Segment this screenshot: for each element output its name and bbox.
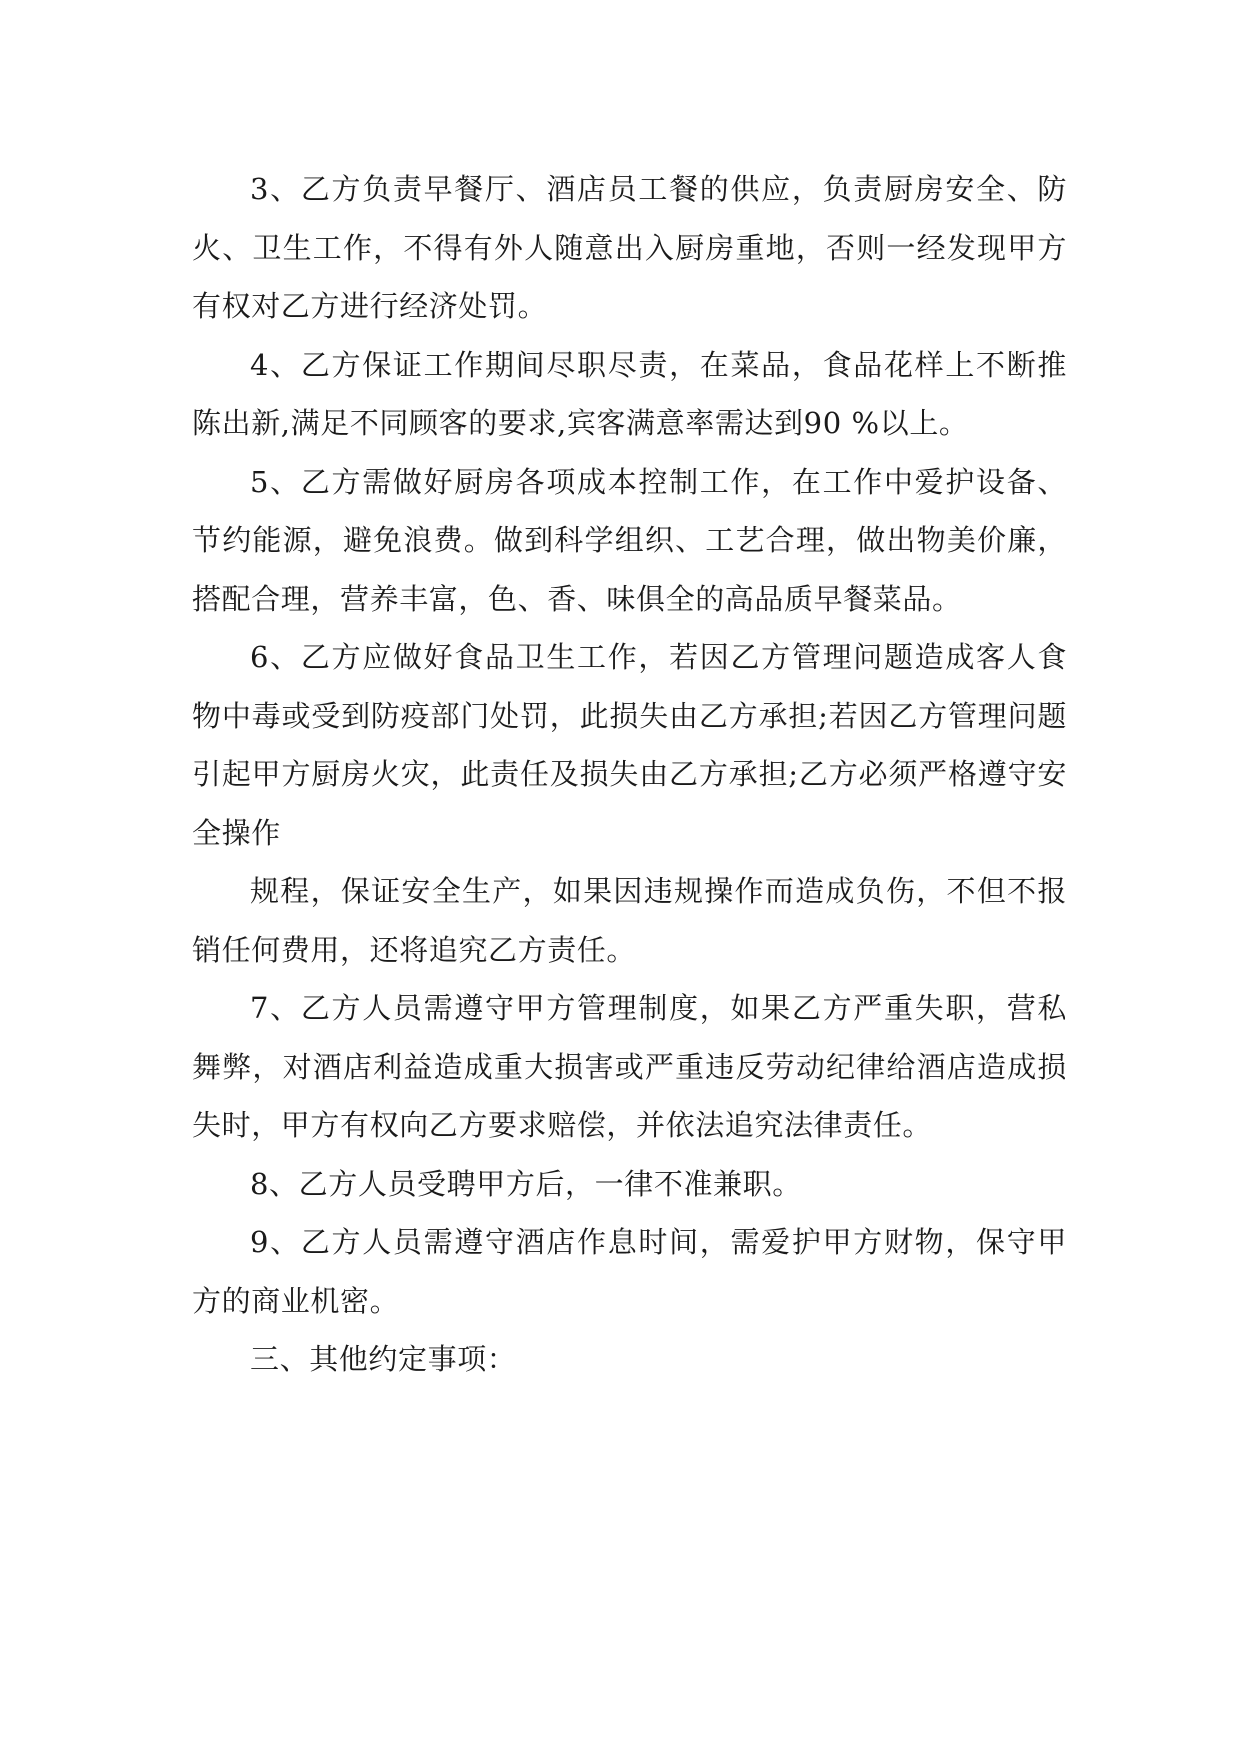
paragraph-clause-3: 3、乙方负责早餐厅、酒店员工餐的供应，负责厨房安全、防火、卫生工作，不得有外人随意出入厨房重地，否则一经发现甲方有权对乙方进行经济处罚。 xyxy=(192,172,1067,323)
paragraph-clause-8: 8、乙方人员受聘甲方后，一律不准兼职。 xyxy=(250,1166,802,1201)
paragraph-clause-6-continued: 规程，保证安全生产，如果因违规操作而造成负伤，不但不报销任何费用，还将追究乙方责任。 xyxy=(192,874,1067,967)
paragraph-clause-7: 7、乙方人员需遵守甲方管理制度，如果乙方严重失职，营私舞弊，对酒店利益造成重大损害或严重违反劳动纪律给酒店造成损失时，甲方有权向乙方要求赔偿，并依法追究法律责任。 xyxy=(192,991,1067,1142)
section-heading-other-terms: 三、其他约定事项： xyxy=(250,1342,517,1376)
paragraph-clause-5: 5、乙方需做好厨房各项成本控制工作，在工作中爱护设备、节约能源，避免浪费。做到科学组织、工艺合理，做出物美价廉，搭配合理，营养丰富，色、香、味俱全的高品质早餐菜品。 xyxy=(192,464,1067,616)
paragraph-clause-4: 4、乙方保证工作期间尽职尽责，在菜品，食品花样上不断推陈出新,满足不同顾客的要求,宾客满意率需达到90 %以上。 xyxy=(192,347,1067,440)
paragraph-clause-9: 9、乙方人员需遵守酒店作息时间，需爱护甲方财物，保守甲方的商业机密。 xyxy=(192,1225,1067,1318)
document-body xyxy=(192,160,1067,1389)
paragraph-clause-6: 6、乙方应做好食品卫生工作，若因乙方管理问题造成客人食物中毒或受到防疫部门处罚，此损失由乙方承担;若因乙方管理问题引起甲方厨房火灾，此责任及损失由乙方承担;乙方必须严格遵守安全操作 xyxy=(192,640,1067,850)
